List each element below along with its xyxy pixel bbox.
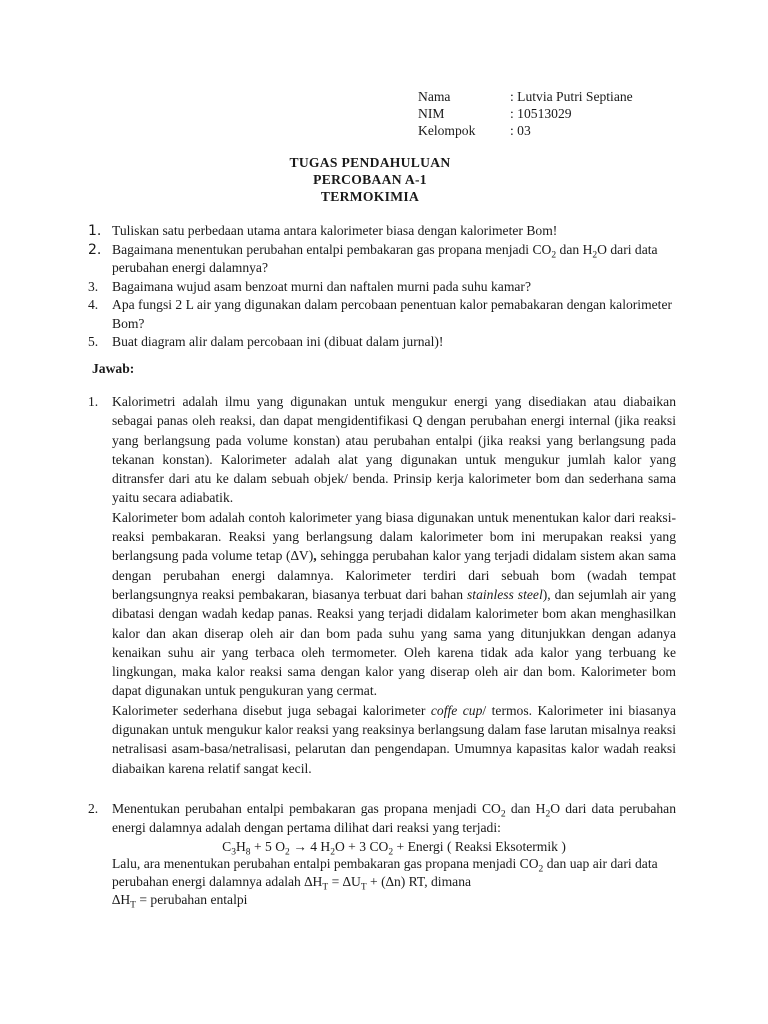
answer-paragraph: $\Delta H_T$ = perubahan entalpi bbox=[112, 891, 248, 911]
title-line-2: PERCOBAAN A-1 bbox=[313, 172, 427, 187]
question-item bbox=[88, 333, 676, 352]
question-text: Apa fungsi 2 L air yang digunakan dalam percobaan penentuan kalor pemabakaran dengan kalorimeter Bom? bbox=[112, 297, 673, 331]
title-line-3: TERMOKIMIA bbox=[320, 189, 420, 204]
info-row-nim bbox=[418, 105, 633, 122]
answer-heading: Jawab: bbox=[92, 361, 135, 376]
question-text: Bagaimana wujud asam benzoat murni dan naftalen murni pada suhu kamar? bbox=[112, 278, 531, 294]
question-item bbox=[88, 296, 676, 333]
answer-number: 2. bbox=[88, 800, 99, 816]
info-label: Nama bbox=[418, 89, 451, 104]
question-text: Buat diagram alir dalam percobaan ini (dibuat dalam jurnal)! bbox=[112, 334, 444, 349]
answer-item-1 bbox=[88, 392, 676, 778]
answer-paragraph: Lalu, ara menentukan perubahan entalpi pembakaran gas propana menjadi $CO_2$ dan uap air dari data perubahan energi dalamnya adalah $\Delta H_T = \Delta U_T + (\Delta n)$ RT, dimana bbox=[112, 855, 658, 893]
question-item bbox=[88, 278, 676, 297]
document-title bbox=[220, 154, 520, 205]
reaction-equation: $C_3H_8 + 5$ $O_2 \to 4$ $H_2O + 3$ $CO_2$ + Energi ( Reaksi Eksotermik ) bbox=[222, 838, 566, 858]
info-value: : 03 bbox=[510, 123, 531, 138]
info-label: Kelompok bbox=[418, 123, 476, 138]
title-line-1: TUGAS PENDAHULUAN bbox=[289, 155, 451, 170]
answer-paragraph: Kalorimeter bom adalah contoh kalorimeter yang biasa digunakan untuk menentukan kalor dari reaksi-reaksi pembakaran. Reaksi yang berlangsung dalam kalorimeter bom ini merupakan reaksi yang berlangsung pada volume tetap (∆V), sehingga perubahan kalor yang terjadi didalam sistem akan sama dengan perubahan energi dalamnya. Kalorimeter terdiri dari sebuah bom (wadah tempat berlangsungnya reaksi pembakaran, biasanya terbuat dari bahan stainless steel), dan sejumlah air yang dibatasi dengan wadah kedap panas. Reaksi yang terjadi didalam kalorimeter bom akan menghasilkan kalor dan akan diserap oleh air dan bom pada suhu yang sama yang ditunjukkan dengan adanya kenaikan suhu air yang terbaca oleh termometer. Oleh karena tidak ada kalor yang terbuang ke lingkungan, maka kalor reaksi sama dengan kalor yang diserap oleh air dan bom. Kalorimeter bom dapat digunakan untuk pengukuran yang cermat. bbox=[112, 509, 677, 699]
question-text: Tuliskan satu perbedaan utama antara kalorimeter biasa dengan kalorimeter Bom! bbox=[112, 223, 558, 238]
answer-number: 1. bbox=[88, 394, 99, 409]
question-list bbox=[88, 222, 676, 352]
info-value: : Lutvia Putri Septiane bbox=[510, 89, 633, 104]
answer-body bbox=[112, 799, 676, 909]
answer-paragraph: Kalorimeter sederhana disebut juga sebagai kalorimeter coffe cup/ termos. Kalorimeter ini biasanya digunakan untuk mengukur kalor reaksi yang reaksinya berlangsung dalam fase larutan misalnya reaksi netralisasi asam-basa/netralisasi, pelarutan dan pengendapan. Umumnya kapasitas kalor wadah reaksi diabaikan karena relatif sangat kecil. bbox=[112, 702, 676, 776]
answer-paragraph: Menentukan perubahan entalpi pembakaran gas propana menjadi $CO_2$ dan $H_2O$ dari data perubahan energi dalamnya adalah dengan pertama dilihat dari reaksi yang terjadi: bbox=[112, 800, 677, 836]
answer-paragraph: Kalorimetri adalah ilmu yang digunakan untuk mengukur energi yang disediakan atau diabaikan sebagai panas oleh reaksi, dan dapat mengidentifikasi Q dengan perubahan energi internal (jika reaksi yang berlangsung pada volume konstan) atau perubahan entalpi (jika reaksi yang berlangsung pada tekanan konstan). Kalorimeter adalah alat yang digunakan untuk mengukur jumlah kalor yang ditransfer dari atu ke dalam sebuah objek/ benda. Prinsip kerja kalorimeter bom dan sederhana sama yaitu secara adiabatik. bbox=[112, 394, 676, 506]
info-label: NIM bbox=[418, 106, 445, 121]
info-value: : 10513029 bbox=[510, 106, 572, 121]
question-item bbox=[88, 222, 676, 241]
question-number: 5. bbox=[88, 334, 99, 349]
question-item bbox=[88, 241, 676, 278]
question-number: 1. bbox=[88, 223, 102, 239]
question-number: 4. bbox=[88, 297, 99, 312]
answer-body bbox=[112, 392, 676, 778]
info-row-nama bbox=[418, 88, 633, 105]
question-number: 3. bbox=[88, 278, 99, 294]
answer-item-2 bbox=[88, 799, 676, 909]
student-info bbox=[418, 88, 633, 139]
answer-list bbox=[88, 392, 676, 909]
question-text: Bagaimana menentukan perubahan entalpi pembakaran gas propana menjadi $CO_2$ dan $H_2O$ dari data perubahan energi dalamnya? bbox=[112, 241, 658, 275]
info-row-kelompok bbox=[418, 122, 633, 139]
question-number: 2. bbox=[88, 241, 102, 258]
